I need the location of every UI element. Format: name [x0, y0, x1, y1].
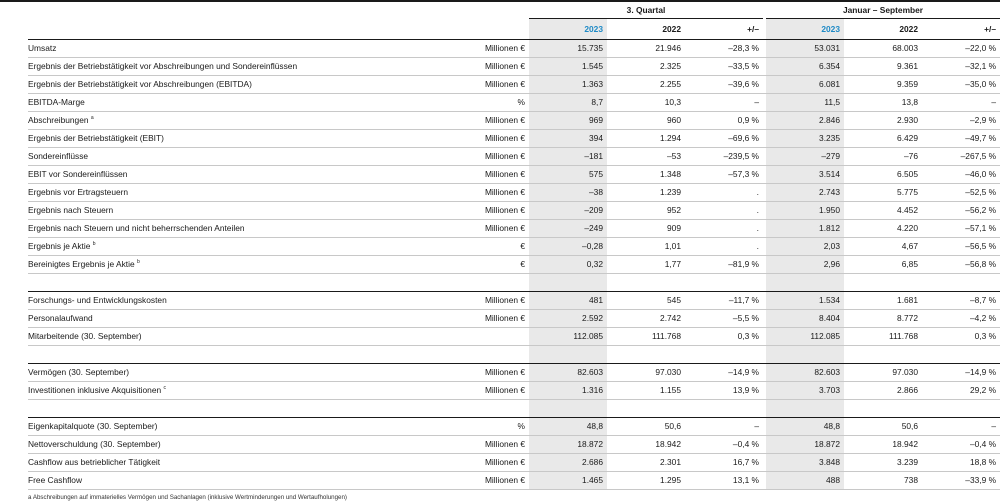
cell-ytd-2023: 2.846 [766, 112, 844, 130]
cell-ytd-2023: 2.743 [766, 184, 844, 202]
cell-ytd-change: –22,0 % [922, 40, 1000, 58]
cell-q3-2022: 960 [607, 112, 685, 130]
cell-q3-2022: 909 [607, 220, 685, 238]
row-label: Investitionen inklusive Akquisitionen $^c$ [28, 382, 458, 400]
q3-col-2022: 2022 [607, 19, 685, 40]
cell-q3-2023: 0,32 [529, 256, 607, 274]
row-unit: Millionen € [458, 148, 529, 166]
row-unit: Millionen € [458, 310, 529, 328]
cell-ytd-2023: 1.950 [766, 202, 844, 220]
row-label: EBITDA-Marge [28, 94, 458, 112]
ytd-col-2022: 2022 [844, 19, 922, 40]
table-row [28, 130, 1000, 148]
cell-q3-change: –5,5 % [685, 310, 763, 328]
row-label: Personalaufwand [28, 310, 458, 328]
cell-ytd-change: –56,5 % [922, 238, 1000, 256]
footnote-marker: c [163, 385, 166, 392]
cell-ytd-2022: 6.429 [844, 130, 922, 148]
table-row [28, 364, 1000, 382]
cell-q3-2023: 112.085 [529, 328, 607, 346]
row-label: Forschungs- und Entwicklungskosten [28, 292, 458, 310]
row-label: Ergebnis der Betriebstätigkeit (EBIT) [28, 130, 458, 148]
key-figures-table [28, 3, 1000, 490]
cell-q3-2022: 1.294 [607, 130, 685, 148]
cell-ytd-change: –267,5 % [922, 148, 1000, 166]
cell-q3-2022: 97.030 [607, 364, 685, 382]
cell-ytd-change: 0,3 % [922, 328, 1000, 346]
cell-ytd-2022: 5.775 [844, 184, 922, 202]
cell-ytd-change: – [922, 94, 1000, 112]
footnote-marker: b [136, 259, 140, 266]
row-unit: Millionen € [458, 472, 529, 490]
cell-ytd-2023: 3.703 [766, 382, 844, 400]
footnote-marker: a [90, 115, 94, 122]
table-row [28, 166, 1000, 184]
cell-q3-change: 13,9 % [685, 382, 763, 400]
cell-ytd-2022: 50,6 [844, 418, 922, 436]
cell-q3-2023: 1.316 [529, 382, 607, 400]
row-label: Sondereinflüsse [28, 148, 458, 166]
table-row [28, 454, 1000, 472]
table-row [28, 184, 1000, 202]
cell-ytd-2022: 18.942 [844, 436, 922, 454]
row-unit: Millionen € [458, 112, 529, 130]
row-label: Vermögen (30. September) [28, 364, 458, 382]
cell-ytd-change: 29,2 % [922, 382, 1000, 400]
cell-q3-2023: 15.735 [529, 40, 607, 58]
q3-col-2023: 2023 [529, 19, 607, 40]
table-row [28, 418, 1000, 436]
row-label: Abschreibungen $^a$ [28, 112, 458, 130]
row-unit: Millionen € [458, 292, 529, 310]
cell-ytd-change: – [922, 418, 1000, 436]
cell-q3-2023: 481 [529, 292, 607, 310]
row-unit: % [458, 418, 529, 436]
row-unit: Millionen € [458, 130, 529, 148]
cell-ytd-change: –0,4 % [922, 436, 1000, 454]
row-unit: Millionen € [458, 202, 529, 220]
row-unit [458, 328, 529, 346]
cell-q3-2022: 10,3 [607, 94, 685, 112]
cell-ytd-change: –57,1 % [922, 220, 1000, 238]
cell-ytd-2022: 97.030 [844, 364, 922, 382]
ytd-period-title: Januar – September [766, 3, 1000, 19]
table-row [28, 58, 1000, 76]
row-label: Nettoverschuldung (30. September) [28, 436, 458, 454]
cell-q3-2022: 2.255 [607, 76, 685, 94]
cell-ytd-2023: 48,8 [766, 418, 844, 436]
table-row [28, 94, 1000, 112]
row-unit: Millionen € [458, 436, 529, 454]
cell-ytd-2023: 18.872 [766, 436, 844, 454]
cell-q3-2023: 1.545 [529, 58, 607, 76]
row-unit: Millionen € [458, 184, 529, 202]
cell-q3-change: . [685, 238, 763, 256]
footnote: a Abschreibungen auf immaterielles Vermögen und Sachanlagen (inklusive Wertminderungen und Wertaufholungen) [28, 494, 347, 501]
row-label: Eigenkapitalquote (30. September) [28, 418, 458, 436]
cell-ytd-2022: 6.505 [844, 166, 922, 184]
ytd-col-2023: 2023 [766, 19, 844, 40]
table-row [28, 40, 1000, 58]
row-label: Mitarbeitende (30. September) [28, 328, 458, 346]
cell-q3-2023: 394 [529, 130, 607, 148]
cell-ytd-2023: 112.085 [766, 328, 844, 346]
period-header-row [28, 3, 1000, 19]
cell-ytd-2022: 1.681 [844, 292, 922, 310]
cell-q3-2023: 48,8 [529, 418, 607, 436]
row-unit: Millionen € [458, 40, 529, 58]
cell-q3-2023: 82.603 [529, 364, 607, 382]
group-spacer [28, 400, 1000, 418]
cell-q3-2022: 1.348 [607, 166, 685, 184]
cell-q3-change: –28,3 % [685, 40, 763, 58]
table-row [28, 328, 1000, 346]
cell-ytd-2023: 3.514 [766, 166, 844, 184]
cell-q3-2022: –53 [607, 148, 685, 166]
row-label: Ergebnis je Aktie $^b$ [28, 238, 458, 256]
row-unit: % [458, 94, 529, 112]
cell-q3-2023: 8,7 [529, 94, 607, 112]
cell-q3-change: –14,9 % [685, 364, 763, 382]
cell-ytd-2023: 11,5 [766, 94, 844, 112]
row-unit: Millionen € [458, 382, 529, 400]
cell-ytd-2022: 111.768 [844, 328, 922, 346]
top-rule [0, 0, 1000, 2]
cell-ytd-2023: 53.031 [766, 40, 844, 58]
cell-q3-change: – [685, 418, 763, 436]
table-row [28, 112, 1000, 130]
cell-q3-2022: 1,77 [607, 256, 685, 274]
table-row [28, 310, 1000, 328]
cell-ytd-change: –46,0 % [922, 166, 1000, 184]
cell-ytd-2022: 4.220 [844, 220, 922, 238]
cell-q3-2023: 1.363 [529, 76, 607, 94]
cell-q3-change: –11,7 % [685, 292, 763, 310]
cell-q3-2022: 50,6 [607, 418, 685, 436]
cell-q3-2022: 1.239 [607, 184, 685, 202]
table-body [28, 40, 1000, 490]
cell-ytd-2023: 2,03 [766, 238, 844, 256]
cell-q3-change: –69,6 % [685, 130, 763, 148]
group-spacer [28, 274, 1000, 292]
cell-ytd-2022: 2.866 [844, 382, 922, 400]
cell-ytd-change: 18,8 % [922, 454, 1000, 472]
cell-q3-2022: 545 [607, 292, 685, 310]
cell-q3-2023: 18.872 [529, 436, 607, 454]
cell-q3-2022: 2.325 [607, 58, 685, 76]
cell-ytd-2022: 8.772 [844, 310, 922, 328]
row-label: Cashflow aus betrieblicher Tätigkeit [28, 454, 458, 472]
row-unit: Millionen € [458, 454, 529, 472]
cell-ytd-2023: 2,96 [766, 256, 844, 274]
cell-q3-2022: 1,01 [607, 238, 685, 256]
cell-ytd-2022: 2.930 [844, 112, 922, 130]
cell-q3-change: 0,9 % [685, 112, 763, 130]
cell-ytd-change: –52,5 % [922, 184, 1000, 202]
cell-q3-2022: 1.295 [607, 472, 685, 490]
cell-q3-change: 0,3 % [685, 328, 763, 346]
cell-ytd-change: –4,2 % [922, 310, 1000, 328]
cell-ytd-2023: 82.603 [766, 364, 844, 382]
group-spacer [28, 346, 1000, 364]
cell-ytd-change: –2,9 % [922, 112, 1000, 130]
row-unit: Millionen € [458, 76, 529, 94]
cell-ytd-change: –33,9 % [922, 472, 1000, 490]
row-label: Bereinigtes Ergebnis je Aktie $^b$ [28, 256, 458, 274]
cell-ytd-change: –35,0 % [922, 76, 1000, 94]
cell-ytd-2022: 4.452 [844, 202, 922, 220]
cell-ytd-2022: –76 [844, 148, 922, 166]
cell-q3-2023: –209 [529, 202, 607, 220]
cell-q3-2023: –181 [529, 148, 607, 166]
row-label: Ergebnis nach Steuern und nicht beherrschenden Anteilen [28, 220, 458, 238]
row-unit: Millionen € [458, 364, 529, 382]
cell-q3-2022: 2.742 [607, 310, 685, 328]
cell-q3-2023: 1.465 [529, 472, 607, 490]
cell-ytd-change: –56,8 % [922, 256, 1000, 274]
cell-q3-2022: 18.942 [607, 436, 685, 454]
cell-ytd-2022: 3.239 [844, 454, 922, 472]
row-label: Ergebnis der Betriebstätigkeit vor Abschreibungen und Sondereinflüssen [28, 58, 458, 76]
cell-ytd-2022: 9.359 [844, 76, 922, 94]
cell-ytd-2022: 6,85 [844, 256, 922, 274]
footnote-marker: b [92, 241, 96, 248]
cell-ytd-change: –14,9 % [922, 364, 1000, 382]
table-row [28, 220, 1000, 238]
row-label: Ergebnis vor Ertragsteuern [28, 184, 458, 202]
cell-ytd-change: –32,1 % [922, 58, 1000, 76]
table-row [28, 148, 1000, 166]
row-label: Free Cashflow [28, 472, 458, 490]
cell-q3-2023: 2.592 [529, 310, 607, 328]
cell-q3-change: –33,5 % [685, 58, 763, 76]
cell-q3-2023: 2.686 [529, 454, 607, 472]
row-label: EBIT vor Sondereinflüssen [28, 166, 458, 184]
cell-ytd-2023: 1.812 [766, 220, 844, 238]
cell-q3-2022: 111.768 [607, 328, 685, 346]
row-unit: Millionen € [458, 58, 529, 76]
cell-ytd-2022: 738 [844, 472, 922, 490]
cell-q3-change: –239,5 % [685, 148, 763, 166]
cell-ytd-2022: 13,8 [844, 94, 922, 112]
cell-q3-2023: –249 [529, 220, 607, 238]
cell-ytd-2023: 488 [766, 472, 844, 490]
cell-q3-2023: 575 [529, 166, 607, 184]
table-row [28, 76, 1000, 94]
cell-q3-change: – [685, 94, 763, 112]
q3-period-title: 3. Quartal [529, 3, 763, 19]
cell-q3-2022: 21.946 [607, 40, 685, 58]
ytd-col-change: +/– [922, 19, 1000, 40]
cell-ytd-change: –49,7 % [922, 130, 1000, 148]
cell-q3-change: –57,3 % [685, 166, 763, 184]
row-unit: Millionen € [458, 220, 529, 238]
row-unit: Millionen € [458, 166, 529, 184]
table-row [28, 472, 1000, 490]
row-label: Ergebnis der Betriebstätigkeit vor Abschreibungen (EBITDA) [28, 76, 458, 94]
cell-ytd-2022: 4,67 [844, 238, 922, 256]
cell-ytd-2023: 1.534 [766, 292, 844, 310]
cell-q3-change: –81,9 % [685, 256, 763, 274]
q3-col-change: +/– [685, 19, 763, 40]
cell-ytd-2023: 6.354 [766, 58, 844, 76]
cell-ytd-2023: 3.848 [766, 454, 844, 472]
cell-q3-2023: 969 [529, 112, 607, 130]
row-label: Ergebnis nach Steuern [28, 202, 458, 220]
cell-ytd-2023: 6.081 [766, 76, 844, 94]
cell-q3-2023: –0,28 [529, 238, 607, 256]
cell-q3-2023: –38 [529, 184, 607, 202]
cell-q3-change: –39,6 % [685, 76, 763, 94]
row-label: Umsatz [28, 40, 458, 58]
cell-ytd-2023: 8.404 [766, 310, 844, 328]
cell-q3-change: 16,7 % [685, 454, 763, 472]
cell-q3-change: 13,1 % [685, 472, 763, 490]
row-unit: € [458, 256, 529, 274]
cell-q3-change: –0,4 % [685, 436, 763, 454]
cell-q3-change: . [685, 220, 763, 238]
cell-q3-change: . [685, 184, 763, 202]
cell-q3-2022: 1.155 [607, 382, 685, 400]
cell-q3-2022: 2.301 [607, 454, 685, 472]
cell-q3-change: . [685, 202, 763, 220]
table-row [28, 256, 1000, 274]
table-row [28, 436, 1000, 454]
cell-ytd-2022: 9.361 [844, 58, 922, 76]
cell-ytd-change: –8,7 % [922, 292, 1000, 310]
cell-ytd-2023: 3.235 [766, 130, 844, 148]
cell-ytd-2022: 68.003 [844, 40, 922, 58]
cell-ytd-2023: –279 [766, 148, 844, 166]
table-row [28, 202, 1000, 220]
row-unit: € [458, 238, 529, 256]
table-row [28, 382, 1000, 400]
year-header-row [28, 19, 1000, 40]
cell-ytd-change: –56,2 % [922, 202, 1000, 220]
table-row [28, 238, 1000, 256]
table-row [28, 292, 1000, 310]
cell-q3-2022: 952 [607, 202, 685, 220]
